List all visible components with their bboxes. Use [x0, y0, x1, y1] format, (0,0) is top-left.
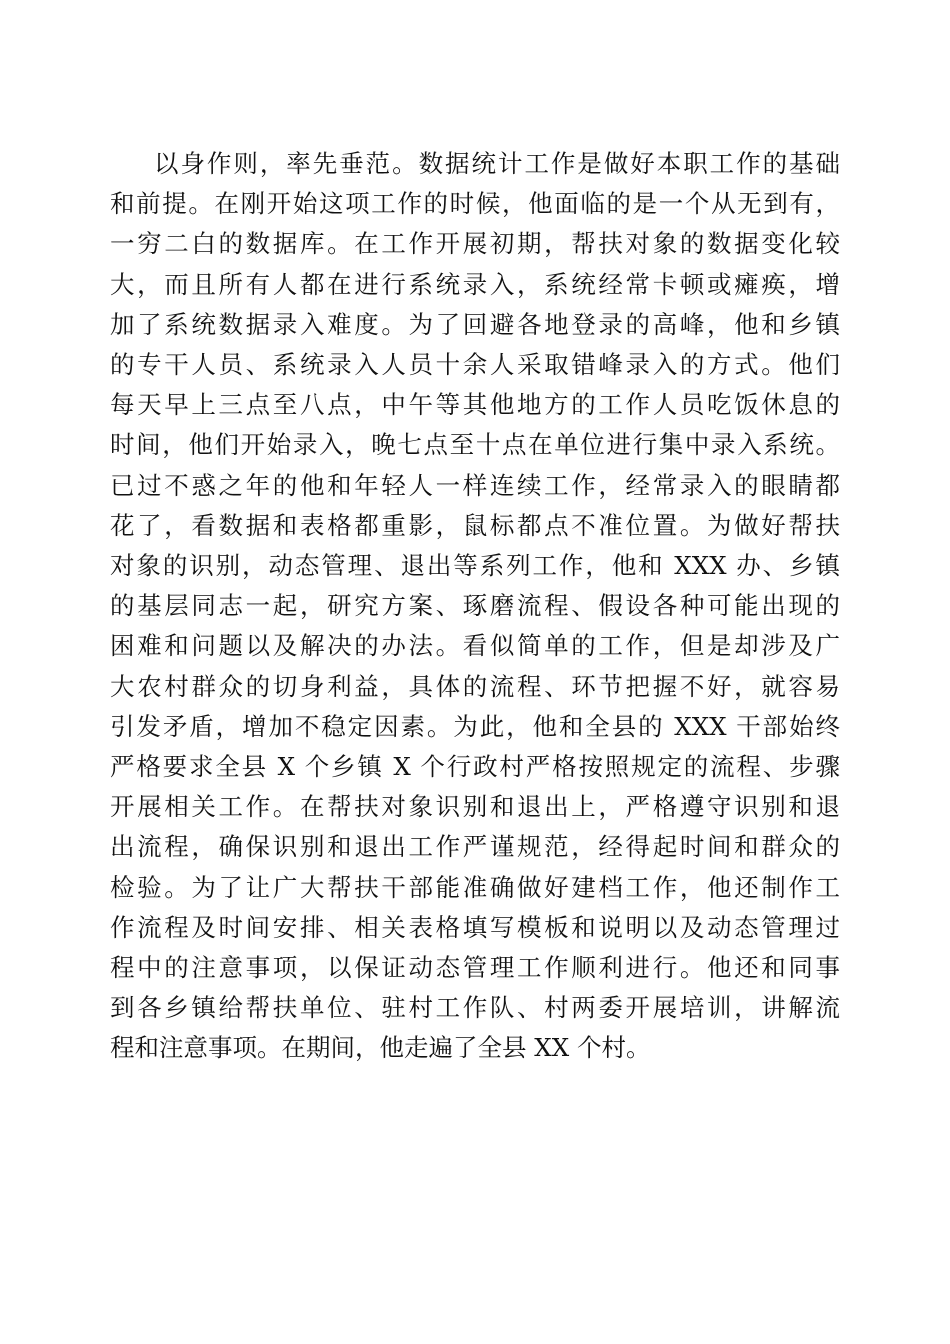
paragraph-line-1: 以身作则，率先垂范。数据统计工作是做好本职工作的基础 — [154, 149, 840, 178]
paragraph-line-3: 一穷二白的数据库。在工作开展初期，帮扶对象的数据变化较 — [110, 229, 840, 259]
paragraph-line-8: 时间，他们开始录入，晚七点至十点在单位进行集中录入系统。 — [110, 430, 840, 460]
paragraph-line-13: 困难和问题以及解决的办法。看似简单的工作，但是却涉及广 — [110, 631, 840, 661]
paragraph-line-14: 大农村群众的切身利益，具体的流程、环节把握不好，就容易 — [110, 671, 840, 701]
paragraph-line-2: 和前提。在刚开始这项工作的时候，他面临的是一个从无到有， — [110, 189, 840, 219]
paragraph-line-21: 程中的注意事项，以保证动态管理工作顺利进行。他还和同事 — [110, 953, 840, 983]
paragraph-line-19: 检验。为了让广大帮扶干部能准确做好建档工作，他还制作工 — [110, 872, 840, 902]
paragraph-line-20: 作流程及时间安排、相关表格填写模板和说明以及动态管理过 — [110, 912, 840, 942]
paragraph-line-6: 的专干人员、系统录入人员十余人采取错峰录入的方式。他们 — [110, 350, 840, 380]
paragraph-line-9: 已过不惑之年的他和年轻人一样连续工作，经常录入的眼睛都 — [110, 470, 840, 500]
paragraph-line-15: 引发矛盾，增加不稳定因素。为此，他和全县的 XXX 干部始终 — [110, 711, 840, 741]
paragraph-line-4: 大，而且所有人都在进行系统录入，系统经常卡顿或瘫痪，增 — [110, 269, 840, 299]
body-paragraph — [110, 144, 840, 1069]
paragraph-line-7: 每天早上三点至八点，中午等其他地方的工作人员吃饭休息的 — [110, 390, 840, 420]
paragraph-line-5: 加了系统数据录入难度。为了回避各地登录的高峰，他和乡镇 — [110, 309, 840, 339]
paragraph-line-23: 程和注意事项。在期间，他走遍了全县 XX 个村。 — [110, 1033, 651, 1063]
paragraph-line-17: 开展相关工作。在帮扶对象识别和退出上，严格遵守识别和退 — [110, 792, 840, 822]
paragraph-line-10: 花了，看数据和表格都重影，鼠标都点不准位置。为做好帮扶 — [110, 510, 840, 540]
paragraph-line-16: 严格要求全县 X 个乡镇 X 个行政村严格按照规定的流程、步骤 — [110, 752, 840, 782]
paragraph-line-22: 到各乡镇给帮扶单位、驻村工作队、村两委开展培训，讲解流 — [110, 993, 840, 1023]
paragraph-line-11: 对象的识别，动态管理、退出等系列工作，他和 XXX 办、乡镇 — [110, 551, 840, 581]
paragraph-line-18: 出流程，确保识别和退出工作严谨规范，经得起时间和群众的 — [110, 832, 840, 862]
paragraph-line-12: 的基层同志一起，研究方案、琢磨流程、假设各种可能出现的 — [110, 591, 840, 621]
